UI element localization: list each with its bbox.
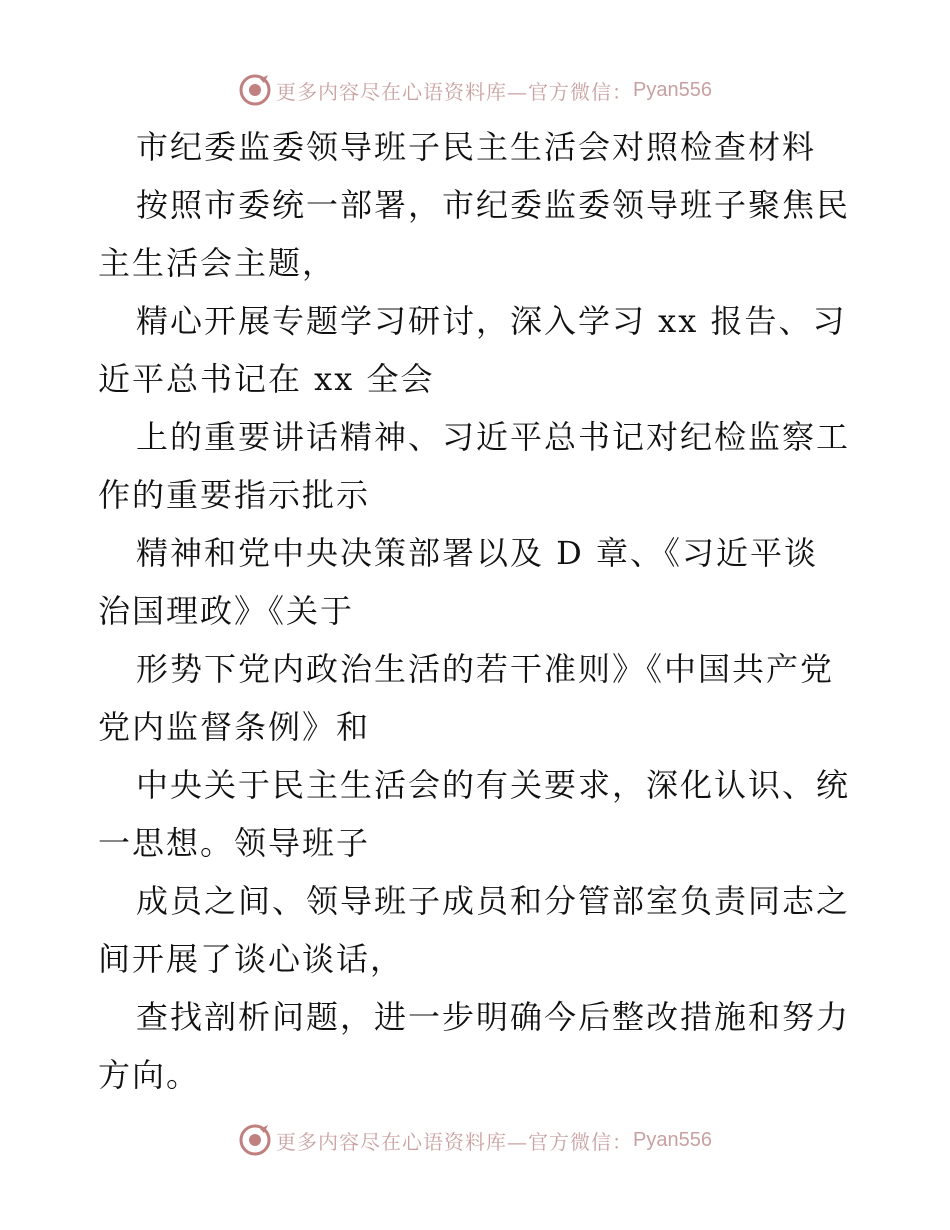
paragraph — [98, 756, 858, 872]
paragraph-line: 按照市委统一部署，市纪委监委领导班子聚焦民 — [136, 186, 851, 224]
watermark-text: 更多内容尽在心语资料库—官方微信： — [276, 79, 634, 104]
paragraph-line: 治国理政》《关于 — [98, 592, 355, 630]
header-watermark — [0, 70, 950, 110]
watermark-logo-icon — [238, 73, 272, 107]
paragraph-line: 作的重要指示批示 — [98, 476, 371, 514]
footer-watermark — [0, 1120, 950, 1160]
paragraph-line: 查找剖析问题，进一步明确今后整改措施和努力 — [136, 998, 851, 1036]
watermark-wechat-id: Pyan556 — [633, 78, 712, 101]
paragraph — [98, 988, 858, 1104]
paragraph — [98, 292, 858, 408]
paragraph — [98, 176, 858, 292]
paragraph — [98, 408, 858, 524]
paragraph-line: 近平总书记在 xx 全会 — [98, 360, 435, 398]
paragraph-line: 主生活会主题， — [98, 244, 337, 282]
paragraph — [98, 524, 858, 640]
paragraph-line: 党内监督条例》和 — [98, 708, 371, 746]
watermark-wechat-id: Pyan556 — [633, 1128, 712, 1151]
paragraph — [98, 640, 858, 756]
watermark-text: 更多内容尽在心语资料库—官方微信： — [276, 1129, 634, 1154]
document-title: 市纪委监委领导班子民主生活会对照检查材料 — [136, 128, 817, 166]
paragraph — [98, 872, 858, 988]
paragraph-line: 成员之间、领导班子成员和分管部室负责同志之 — [136, 882, 851, 920]
paragraph-line: 精心开展专题学习研讨，深入学习 xx 报告、习 — [136, 302, 847, 340]
paragraph-line: 一思想。领导班子 — [98, 824, 371, 862]
paragraph-line: 方向。 — [98, 1056, 201, 1094]
paragraph-line: 间开展了谈心谈话， — [98, 940, 405, 978]
paragraph-line: 上的重要讲话精神、习近平总书记对纪检监察工 — [136, 418, 851, 456]
paragraph-line: 中央关于民主生活会的有关要求，深化认识、统 — [136, 766, 851, 804]
watermark-logo-icon — [238, 1123, 272, 1157]
document-body — [98, 118, 858, 1104]
paragraph-line: 形势下党内政治生活的若干准则》《中国共产党 — [136, 650, 835, 688]
paragraph-line: 精神和党中央决策部署以及 D 章、《习近平谈 — [136, 534, 819, 572]
